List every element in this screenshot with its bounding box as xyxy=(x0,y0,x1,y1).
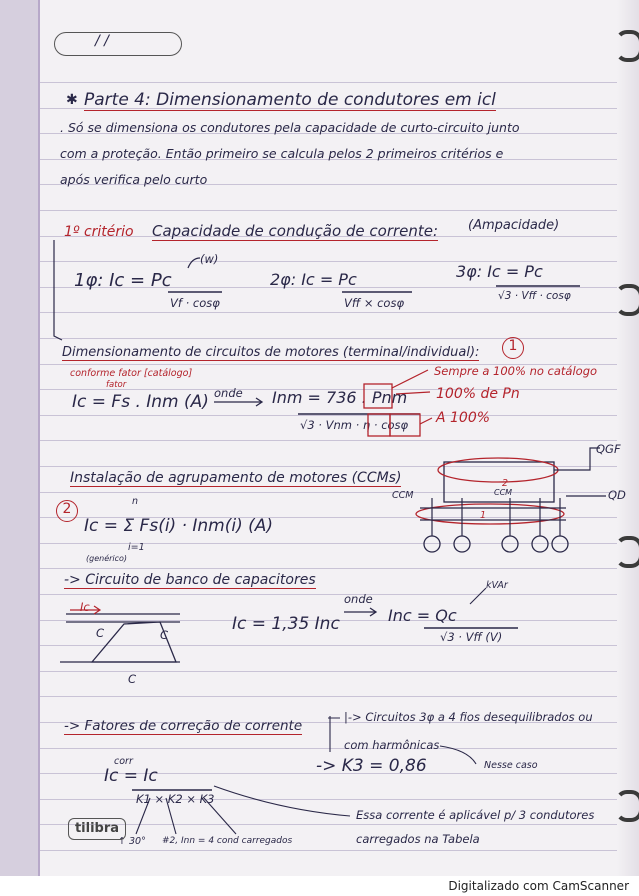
motors-note-left: conforme fator [catálogo] xyxy=(70,368,193,379)
correction-result-2: carregados na Tabela xyxy=(356,832,480,846)
ccm-inner-label: CCM xyxy=(494,488,513,497)
sum-bottom: i=1 xyxy=(128,542,145,553)
cap-kvar: kVAr xyxy=(486,580,508,591)
motors-note-100: 100% de Pn xyxy=(436,386,520,402)
delta-capacitor-bank xyxy=(92,622,176,662)
correction-corr: corr xyxy=(114,756,133,767)
arrow-icon xyxy=(214,786,350,816)
motors-inm-den: √3 · Vnm · η · cosφ xyxy=(300,418,409,432)
cap-inc: Inc = Qc xyxy=(388,606,457,625)
criterion-1-paren: (Ampacidade) xyxy=(468,218,560,233)
feeder-line xyxy=(554,448,600,470)
formula-2phase: 2φ: Ic = Pc xyxy=(270,270,357,289)
correction-nesse: Nesse caso xyxy=(484,760,538,771)
cap-onde: onde xyxy=(344,592,373,606)
motor-icon xyxy=(502,536,518,552)
arrow-icon xyxy=(440,746,476,764)
bracket-line xyxy=(54,240,62,340)
capacitors-heading: -> Circuito de banco de capacitores xyxy=(64,572,316,588)
criterion-1-text: Capacidade de condução de corrente: xyxy=(152,222,439,240)
date-slashes: / / xyxy=(95,33,109,49)
formula-2phase-den: Vff × cosφ xyxy=(344,296,405,310)
correction-result-1: Essa corrente é aplicável p/ 3 condutores xyxy=(356,808,595,822)
cap-ic-label: Ic xyxy=(80,600,90,614)
cap-formula: Ic = 1,35 Inc xyxy=(232,614,340,634)
arrow-icon xyxy=(392,370,428,388)
correction-note-2: com harmônicas xyxy=(344,738,440,752)
correction-den: K1 × K2 × K3 xyxy=(136,792,215,806)
arrow-icon xyxy=(70,606,100,614)
motors-note-sempre: Sempre a 100% no catálogo xyxy=(434,364,598,378)
circle-1: 1 xyxy=(480,510,487,521)
motors-note-a100: A 100% xyxy=(436,410,491,426)
arrow-icon xyxy=(214,398,262,406)
highlight-box xyxy=(368,414,390,436)
motor-icon xyxy=(424,536,440,552)
arrow-icon xyxy=(136,798,150,834)
formula-1phase: 1φ: Ic = Pc xyxy=(74,270,172,291)
formula-3phase: 3φ: Ic = Pc xyxy=(456,262,543,281)
bracket-line xyxy=(328,716,340,752)
correction-k3: -> K3 = 0,86 xyxy=(316,756,427,776)
highlight-box xyxy=(364,384,392,408)
motors-heading: Dimensionamento de circuitos de motores (terminal/individual): xyxy=(62,345,480,360)
arrow-icon xyxy=(396,392,430,394)
arrow-icon xyxy=(470,588,486,604)
intro-line-2: com a proteção. Então primeiro se calcula pelos 2 primeiros critérios e xyxy=(60,146,504,161)
correction-formula: Ic = Ic xyxy=(104,766,158,786)
cap-c3: C xyxy=(128,672,137,686)
grouping-sub-note: (genérico) xyxy=(86,554,128,563)
scanner-footer-text: Digitalizado com CamScanner xyxy=(448,879,629,893)
scanner-footer xyxy=(0,876,639,896)
cap-inc-den: √3 · Vff (V) xyxy=(440,630,503,644)
intro-line-1: . Só se dimensiona os condutores pela capacidade de curto-circuito junto xyxy=(60,120,520,135)
motor-icon xyxy=(532,536,548,552)
circle-highlight xyxy=(416,504,564,524)
motors-note-fator: fator xyxy=(106,380,127,390)
motor-icon xyxy=(552,536,568,552)
notebook-brand: tilibra xyxy=(68,818,126,840)
grouping-number: 2 xyxy=(56,500,78,522)
unit-note: (w) xyxy=(200,252,219,266)
criterion-1-label: 1º critério xyxy=(64,224,134,240)
sum-top: n xyxy=(132,496,139,507)
motors-onde: onde xyxy=(214,386,243,400)
formula-3phase-den: √3 · Vff · cosφ xyxy=(498,290,571,302)
arrow-icon xyxy=(166,798,176,834)
correction-k1-note: ↑ 30° xyxy=(118,836,146,847)
qd-label: QD xyxy=(608,488,626,502)
arrow-icon xyxy=(344,608,376,616)
arrow-icon xyxy=(188,258,200,268)
page-title: Parte 4: Dimensionamento de condutores em icl xyxy=(84,90,496,110)
motors-inm: Inm = 736 . Pnm xyxy=(272,388,408,407)
ccm-label: CCM xyxy=(392,490,414,501)
qgf-label: QGF xyxy=(596,442,621,456)
grouping-formula: Ic = Σ Fs(i) · Inm(i) (A) xyxy=(84,516,274,536)
correction-k2-note: #2, Inn = 4 cond carregados xyxy=(162,836,293,846)
motor-icon xyxy=(454,536,470,552)
intro-line-3: após verifica pelo curto xyxy=(60,172,208,187)
arrow-icon xyxy=(204,798,236,834)
motors-number: 1 xyxy=(502,337,524,359)
grouping-heading: Instalação de agrupamento de motores (CCMs) xyxy=(70,470,402,486)
correction-heading: -> Fatores de correção de corrente xyxy=(64,718,303,734)
cap-c2: C xyxy=(160,628,169,642)
cap-c1: C xyxy=(96,626,105,640)
highlight-box xyxy=(390,414,420,436)
arrow-icon xyxy=(420,418,432,424)
circle-2: 2 xyxy=(502,478,509,489)
correction-note-1: |-> Circuitos 3φ a 4 fios desequilibrados ou xyxy=(344,710,593,724)
formula-1phase-den: Vf · cosφ xyxy=(170,296,220,310)
star-icon: ✱ xyxy=(66,92,78,108)
motors-formula: Ic = Fs . Inm (A) xyxy=(72,392,209,412)
